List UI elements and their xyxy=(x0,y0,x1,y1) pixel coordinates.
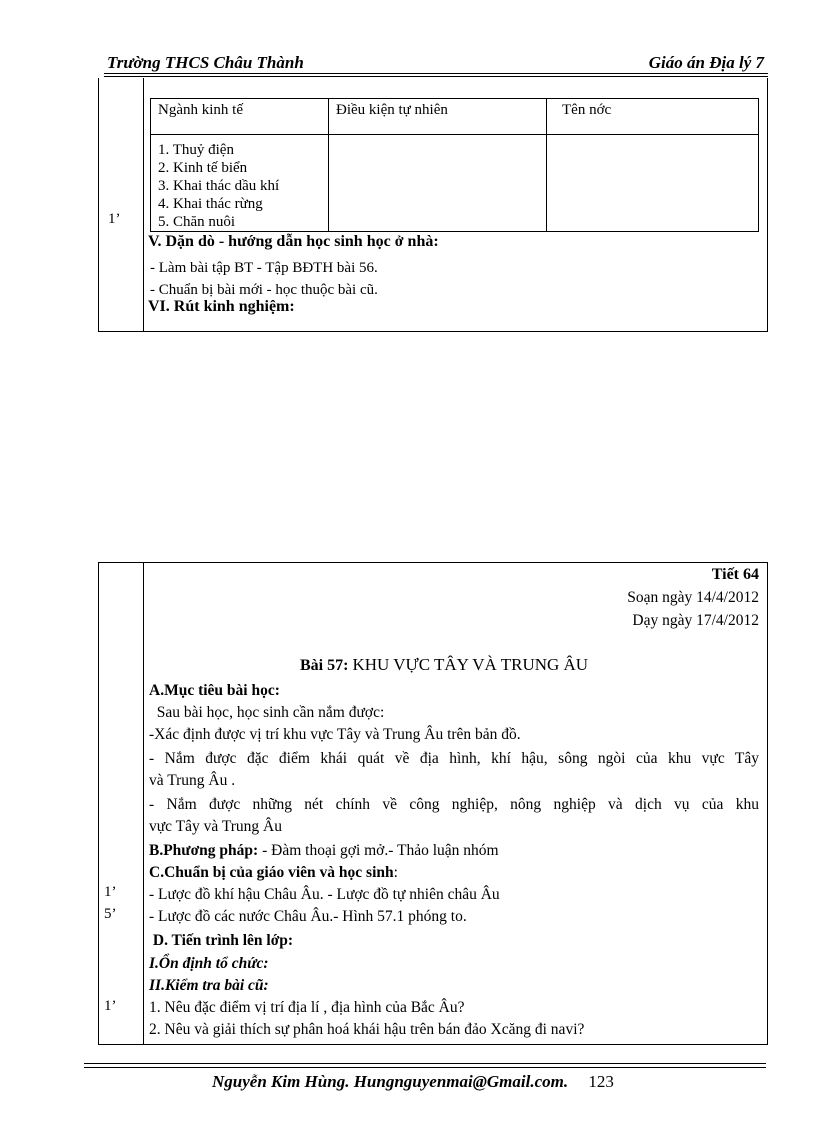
method-line xyxy=(149,840,759,863)
table-row xyxy=(151,135,759,232)
footer-author: Nguyễn Kim Hùng. Hungnguyenmai@Gmail.com. xyxy=(212,1072,569,1091)
list-item: 3. Khai thác dầu khí xyxy=(158,178,280,194)
prepared-date: Soạn ngày 14/4/2012 xyxy=(627,589,759,606)
page-number: 123 xyxy=(588,1072,614,1091)
footer xyxy=(212,1072,614,1092)
table-header-label: Tên nớc xyxy=(562,102,612,118)
table-header-cell: Điều kiện tự nhiên xyxy=(329,99,547,135)
heading-d: D. Tiến trình lên lớp: xyxy=(149,932,294,949)
heading-a: A.Mục tiêu bài học: xyxy=(149,682,280,699)
table-header-cell: Ngành kinh tế xyxy=(151,99,329,135)
text-line: vực Tây và Trung Âu xyxy=(149,818,282,835)
table-cell-sectors xyxy=(151,135,329,232)
text-line: - Nắm được đặc điểm khái quát về địa hình, khí hậu, sông ngòi của khu vực Tây xyxy=(149,750,759,767)
list-item: 1. Thuỷ điện xyxy=(158,142,234,158)
heading-vi: VI. Rút kinh nghiệm: xyxy=(148,298,295,315)
heading-b: B.Phương pháp: xyxy=(149,842,259,859)
question-line: 1. Nêu đặc điểm vị trí địa lí , địa hình của Bắc Âu? xyxy=(149,999,465,1016)
heading-i: I.Ổn định tổ chức: xyxy=(149,955,269,972)
list-item: 5. Chăn nuôi xyxy=(158,214,236,230)
table-cell-empty xyxy=(547,135,759,232)
prep-line xyxy=(149,862,759,885)
heading-c: C.Chuẩn bị của giáo viên và học sinh xyxy=(149,864,394,881)
time-label: 1’ xyxy=(104,998,117,1014)
footer-rule xyxy=(84,1063,766,1064)
table-header-cell xyxy=(547,99,759,135)
table-cell-empty xyxy=(329,135,547,232)
economy-table xyxy=(150,98,759,232)
list-item: 2. Kinh tế biển xyxy=(158,160,248,176)
text-line: -Xác định được vị trí khu vực Tây và Trung Âu trên bản đồ. xyxy=(149,726,521,743)
table-header-row xyxy=(151,99,759,135)
heading-c-colon: : xyxy=(393,864,398,881)
time-label: 1’ xyxy=(104,884,117,900)
text-line: - Nắm được những nét chính về công nghiệp, nông nghiệp và dịch vụ của khu xyxy=(149,796,759,813)
text-line: - Chuẩn bị bài mới - học thuộc bài cũ. xyxy=(150,282,378,298)
footer-rule-double xyxy=(84,1067,766,1068)
lesson-title-text: KHU VỰC TÂY VÀ TRUNG ÂU xyxy=(352,655,589,674)
text-line: và Trung Âu . xyxy=(149,772,236,789)
header-rule-double xyxy=(104,76,768,77)
header-school: Trường THCS Châu Thành xyxy=(107,53,304,72)
header-rule xyxy=(104,73,768,74)
lesson-title xyxy=(300,655,588,675)
question-line: 2. Nêu và giải thích sự phân hoá khái hậu trên bán đảo Xcăng đi navi? xyxy=(149,1021,585,1038)
lesson-number: Tiết 64 xyxy=(711,566,759,583)
lesson-no: Bài 57: xyxy=(300,657,349,674)
text-line: Sau bài học, học sinh cần nắm được: xyxy=(149,704,385,721)
header-subject: Giáo án Địa lý 7 xyxy=(648,53,764,72)
heading-v: V. Dặn dò - hướng dẫn học sinh học ở nhà: xyxy=(148,233,439,250)
method-text: - Đàm thoại gợi mở.- Thảo luận nhóm xyxy=(262,842,499,859)
text-line: - Làm bài tập BT - Tập BĐTH bài 56. xyxy=(150,260,378,276)
heading-ii: II.Kiểm tra bài cũ: xyxy=(149,977,269,994)
time-column-divider xyxy=(143,562,144,1044)
text-line: - Lược đồ các nước Châu Âu.- Hình 57.1 phóng to. xyxy=(149,908,467,925)
teaching-date: Dạy ngày 17/4/2012 xyxy=(632,612,759,629)
time-column-divider xyxy=(143,78,144,331)
list-item: 4. Khai thác rừng xyxy=(158,196,263,212)
time-label: 5’ xyxy=(104,906,117,922)
time-label: 1’ xyxy=(108,211,121,227)
text-line: - Lược đồ khí hậu Châu Âu. - Lược đồ tự nhiên châu Âu xyxy=(149,886,500,903)
